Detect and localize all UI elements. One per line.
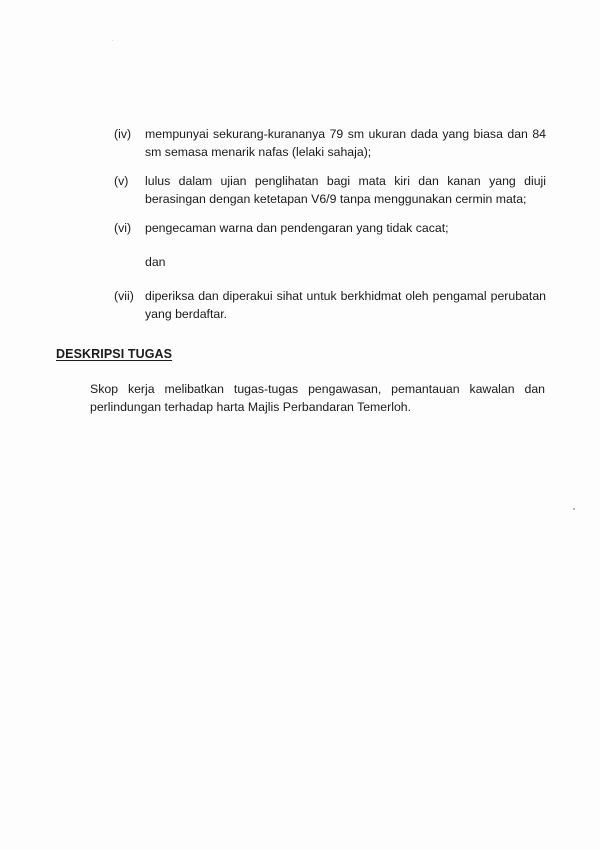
item-line: mempunyai sekurang-kurananya 79 sm ukuran dada yang biasa dan 84 (145, 127, 546, 141)
item-line: yang berdaftar. (145, 306, 228, 321)
conjunction-text: dan (145, 255, 166, 269)
requirement-item-vii (114, 288, 546, 323)
item-text (145, 288, 546, 323)
item-line: diperiksa dan diperakui sihat untuk berkhidmat oleh pengamal perubatan (145, 289, 546, 303)
item-line: sm semasa menarik nafas (lelaki sahaja); (145, 144, 372, 159)
item-text (145, 220, 546, 238)
scan-speck (112, 40, 113, 41)
requirement-item-v (114, 173, 546, 208)
scan-speck (573, 508, 575, 510)
requirement-item-vi (114, 220, 546, 238)
item-number: (v) (114, 174, 129, 188)
item-number: (vii) (114, 289, 134, 303)
item-line: berasingan dengan ketetapan V6/9 tanpa menggunakan cermin mata; (145, 191, 527, 206)
item-text (145, 126, 546, 161)
item-number: (vi) (114, 221, 132, 235)
section-heading: DESKRIPSI TUGAS (56, 347, 173, 361)
paragraph-line: Skop kerja melibatkan tugas-tugas pengawasan, pemantauan kawalan dan (90, 382, 545, 396)
item-line: pengecaman warna dan pendengaran yang tidak cacat; (145, 221, 449, 235)
item-line: lulus dalam ujian penglihatan bagi mata kiri dan kanan yang diuji (145, 174, 546, 188)
section-paragraph (90, 381, 545, 416)
requirement-item-iv (114, 126, 546, 161)
item-text (145, 173, 546, 208)
item-number: (iv) (114, 127, 132, 141)
paragraph-line: perlindungan terhadap harta Majlis Perbandaran Temerloh. (90, 399, 412, 414)
